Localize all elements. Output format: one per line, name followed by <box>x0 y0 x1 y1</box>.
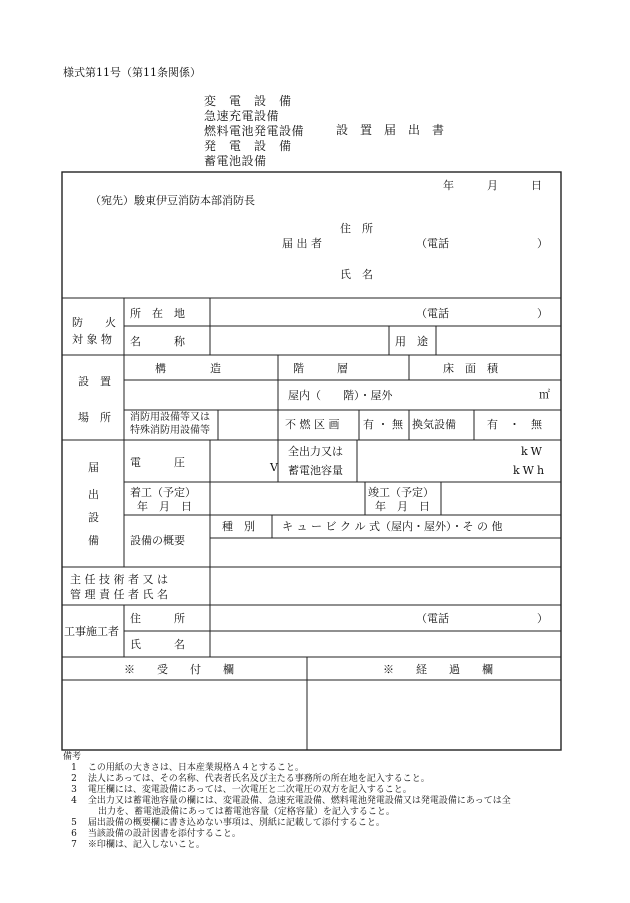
contractor-name-label: 氏 名 <box>130 638 185 651</box>
fire-target-use-label: 用 途 <box>395 335 428 348</box>
note-number: 6 <box>71 829 77 839</box>
fire-target-section-label: 防 火 <box>72 316 116 329</box>
contractor-address-label: 住 所 <box>130 612 185 625</box>
install-location-label: 設 置 <box>78 375 111 388</box>
structure-header: 構 造 <box>155 362 221 375</box>
fire-target-phone-field[interactable]: （電話 ） <box>416 307 548 320</box>
total-output-label: 全出力又は <box>288 445 343 458</box>
nonflammable-label: 不 燃 区 画 <box>285 418 340 431</box>
note-text: この用紙の大きさは、日本産業規格Ａ４とすること。 <box>87 763 304 773</box>
note-number: 2 <box>71 774 77 784</box>
start-date-label: 着工（予定） <box>130 486 196 499</box>
equipment-section-label: 届 <box>88 461 99 474</box>
fire-equipment-label: 消防用設備等又は <box>130 412 210 423</box>
reception-column-header: ※ 受 付 欄 <box>124 663 234 676</box>
nonflammable-choice[interactable]: 有 ・ 無 <box>363 418 403 431</box>
floor-header: 階 層 <box>293 362 348 375</box>
title-item: 発 電 設 備 <box>204 139 292 153</box>
note-number: 3 <box>71 785 77 795</box>
equipment-type-label: 種 別 <box>222 520 255 533</box>
progress-column-header: ※ 経 過 欄 <box>383 663 493 676</box>
kwh-unit: kWh <box>513 464 548 477</box>
note-item-continued: 出力を、蓄電池設備にあっては蓄電池容量（定格容量）を記入すること。 <box>98 807 395 817</box>
title-item: 急速充電設備 <box>204 109 280 123</box>
equipment-section-label: 設 <box>88 511 99 524</box>
contractor-section-label: 工事施工者 <box>64 625 119 638</box>
install-location-label: 場 所 <box>78 411 111 424</box>
fire-target-section-label: 対 象 物 <box>72 333 112 346</box>
addressee: （宛先）駿東伊豆消防本部消防長 <box>90 194 255 207</box>
note-item <box>63 841 511 852</box>
fire-target-name-label: 名 称 <box>130 335 185 348</box>
equipment-type-choice[interactable]: キ ュ ー ビ ク ル 式（屋内・屋外）・そ の 他 <box>282 520 503 533</box>
note-text: ※印欄は、記入しないこと。 <box>87 840 205 850</box>
notes-heading: 備考 <box>63 752 82 762</box>
notes-section <box>63 753 511 852</box>
equipment-overview-label: 設備の概要 <box>130 534 185 547</box>
battery-capacity-label: 蓄電池容量 <box>288 464 343 477</box>
kw-unit: kW <box>521 445 545 458</box>
note-text: 当該設備の設計図書を添付すること。 <box>87 829 241 839</box>
ventilation-choice[interactable]: 有 ・ 無 <box>487 418 542 431</box>
note-text: 電圧欄には、変電設備にあっては、一次電圧と二次電圧の双方を記入すること。 <box>87 785 412 795</box>
equipment-section-label: 出 <box>88 488 99 501</box>
notifier-phone-field[interactable]: （電話 ） <box>416 237 548 250</box>
voltage-label: 電 圧 <box>130 456 185 469</box>
note-text: 法人にあっては、その名称、代表者氏名及び主たる事務所の所在地を記入すること。 <box>87 774 430 784</box>
form-code: 様式第11号（第11条関係） <box>63 66 201 79</box>
contractor-phone-field[interactable]: （電話 ） <box>416 612 548 625</box>
notifier-label: 届 出 者 <box>282 237 322 250</box>
completion-date-label: 年 月 日 <box>375 500 430 513</box>
notifier-name-label: 氏 名 <box>340 268 373 281</box>
note-text: 届出設備の概要欄に書き込めない事項は、別紙に記載して添付すること。 <box>87 818 385 828</box>
ventilation-label: 換気設備 <box>412 418 456 431</box>
note-number: 1 <box>71 763 77 773</box>
start-date-label: 年 月 日 <box>137 500 192 513</box>
notifier-address-label: 住 所 <box>340 222 373 235</box>
floor-area-header: 床 面 積 <box>443 362 498 375</box>
area-unit: ㎡ <box>539 388 550 401</box>
note-number: 4 <box>71 796 77 806</box>
voltage-unit: V <box>270 461 278 474</box>
note-number: 7 <box>71 840 77 850</box>
date-field[interactable]: 年 月 日 <box>443 179 542 192</box>
completion-date-label: 竣工（予定） <box>368 486 434 499</box>
indoor-outdoor-field[interactable]: 屋内（ 階）・屋外 <box>288 389 393 402</box>
note-text: 全出力又は蓄電池容量の欄には、変電設備、急速充電設備、燃料電池発電設備又は発電設備にあっては全 <box>87 796 511 806</box>
title-item: 変 電 設 備 <box>204 94 292 108</box>
equipment-section-label: 備 <box>88 534 99 547</box>
fire-target-location-label: 所 在 地 <box>130 307 185 320</box>
title-item: 燃料電池発電設備 <box>204 124 305 138</box>
chief-engineer-label: 管 理 責 任 者 氏 名 <box>70 588 168 601</box>
title-item: 蓄電池設備 <box>204 154 267 168</box>
chief-engineer-label: 主 任 技 術 者 又 は <box>70 573 168 586</box>
title-suffix: 設 置 届 出 書 <box>336 123 445 137</box>
fire-equipment-label: 特殊消防用設備等 <box>130 425 210 436</box>
note-number: 5 <box>71 818 77 828</box>
